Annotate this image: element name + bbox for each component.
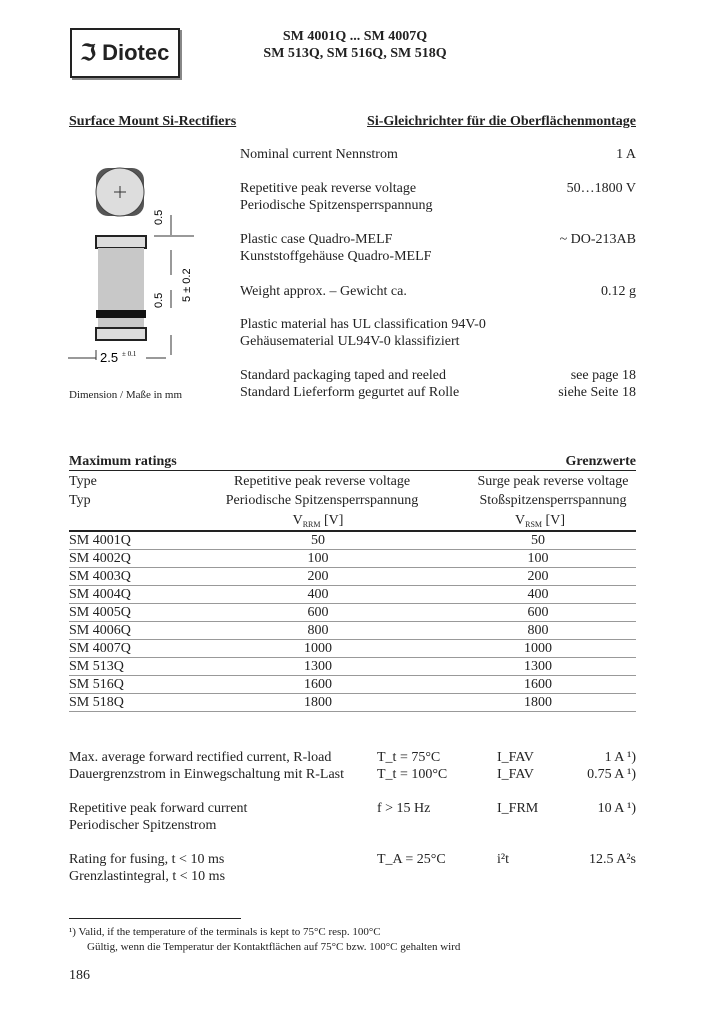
param-condition: T_A = 25°C: [377, 852, 446, 867]
param-label: Rating for fusing, t < 10 ms: [69, 852, 225, 867]
spec-value-de: siehe Seite 18: [558, 385, 636, 400]
table-row-type: SM 516Q: [69, 677, 124, 692]
table-row-vrrm: 50: [311, 533, 325, 548]
param-symbol: I_FAV: [497, 750, 534, 765]
spec-value: 50…1800 V: [566, 181, 636, 196]
ratings-title-de: Grenzwerte: [565, 454, 636, 469]
diotec-logo: ℑ Diotec: [70, 28, 180, 78]
spec-label-de: Periodische Spitzensperrspannung: [240, 198, 433, 213]
param-condition: f > 15 Hz: [377, 801, 431, 816]
param-value: 10 A ¹): [597, 801, 636, 816]
table-row-vrrm: 1000: [304, 641, 332, 656]
col-header: Type: [69, 474, 97, 489]
table-row-type: SM 4002Q: [69, 551, 131, 566]
figure-caption: Dimension / Maße in mm: [69, 389, 183, 401]
param-value: 0.75 A ¹): [587, 767, 636, 782]
spec-label: Plastic case Quadro-MELF: [240, 232, 393, 247]
table-row-vrsm: 200: [527, 569, 549, 584]
param-label-de: Periodischer Spitzenstrom: [69, 818, 217, 833]
param-value: 1 A ¹): [604, 750, 636, 765]
table-row-type: SM 4007Q: [69, 641, 131, 656]
table-row-type: SM 4003Q: [69, 569, 131, 584]
row-divider: [69, 549, 636, 550]
param-label-de: Dauergrenzstrom in Einwegschaltung mit R-Last: [69, 767, 345, 782]
svg-text:2.5: 2.5: [100, 350, 119, 365]
table-row-vrsm: 1000: [524, 641, 552, 656]
param-symbol: i²t: [497, 852, 509, 867]
package-drawing: [66, 160, 206, 370]
svg-text:± 0.1: ± 0.1: [122, 350, 137, 358]
table-row-vrsm: 600: [527, 605, 549, 620]
title-line-1: SM 4001Q ... SM 4007Q: [282, 29, 428, 44]
table-row-vrrm: 400: [307, 587, 329, 602]
spec-value: 0.12 g: [601, 284, 636, 299]
table-row-vrrm: 1600: [304, 677, 332, 692]
table-row-type: SM 4001Q: [69, 533, 131, 548]
col-header-de: Typ: [69, 493, 91, 508]
spec-label: Nominal current Nennstrom: [240, 147, 398, 162]
svg-text:0.5: 0.5: [153, 292, 165, 308]
param-symbol: I_FRM: [497, 801, 539, 816]
col-header: Surge peak reverse voltage: [477, 474, 629, 489]
spec-label-de: Kunststoffgehäuse Quadro-MELF: [240, 249, 432, 264]
spec-label-de: Gehäusematerial UL94V-0 klassifiziert: [240, 334, 460, 349]
footnote-rule: [69, 918, 241, 919]
row-divider: [69, 567, 636, 568]
table-row-vrsm: 50: [531, 533, 545, 548]
table-row-vrrm: 1300: [304, 659, 332, 674]
spec-value: ~ DO-213AB: [559, 232, 636, 247]
param-condition: T_t = 75°C: [377, 750, 441, 765]
table-row-type: SM 4004Q: [69, 587, 131, 602]
col-header: Repetitive peak reverse voltage: [233, 474, 411, 489]
param-label-de: Grenzlastintegral, t < 10 ms: [69, 869, 226, 884]
table-row-vrrm: 1800: [304, 695, 332, 710]
table-row-vrsm: 100: [527, 551, 549, 566]
table-row-type: SM 518Q: [69, 695, 124, 710]
spec-label-de: Standard Lieferform gegurtet auf Rolle: [240, 385, 460, 400]
table-row-vrrm: 100: [307, 551, 329, 566]
title-line-2: SM 513Q, SM 516Q, SM 518Q: [263, 46, 447, 61]
table-row-vrrm: 200: [307, 569, 329, 584]
footnote: ¹) Valid, if the temperature of the terminals is kept to 75°C resp. 100°C: [69, 926, 381, 938]
vrsm-unit: $V_{RSM}$ [V]: [515, 513, 565, 529]
svg-text:5 ± 0.2: 5 ± 0.2: [181, 268, 193, 302]
row-divider: [69, 621, 636, 622]
row-divider: [69, 657, 636, 658]
row-divider: [69, 693, 636, 694]
table-row-vrrm: 600: [307, 605, 329, 620]
table-row-vrsm: 1300: [524, 659, 552, 674]
row-divider: [69, 639, 636, 640]
vrrm-unit: $V_{RRM}$ [V]: [292, 513, 344, 529]
table-row-vrsm: 400: [527, 587, 549, 602]
table-row-vrrm: 800: [307, 623, 329, 638]
spec-value: see page 18: [570, 368, 636, 383]
ratings-title: Maximum ratings: [69, 454, 177, 469]
page-number: 186: [69, 968, 90, 983]
spec-label: Standard packaging taped and reeled: [240, 368, 447, 383]
section-title-de: Si-Gleichrichter für die Oberflächenmontage: [367, 114, 636, 129]
footnote-de: Gültig, wenn die Temperatur der Kontaktflächen auf 75°C bzw. 100°C gehalten wird: [87, 941, 461, 953]
table-row-vrsm: 1600: [524, 677, 552, 692]
param-symbol: I_FAV: [497, 767, 534, 782]
svg-text:0.5: 0.5: [153, 209, 165, 225]
spec-value: 1 A: [616, 147, 636, 162]
table-row-type: SM 513Q: [69, 659, 124, 674]
row-divider: [69, 711, 636, 712]
row-divider: [69, 675, 636, 676]
spec-label: Plastic material has UL classification 94V-0: [240, 317, 486, 332]
spec-label: Weight approx. – Gewicht ca.: [240, 284, 407, 299]
section-title-en: Surface Mount Si-Rectifiers: [69, 114, 237, 129]
col-header-de: Periodische Spitzensperrspannung: [225, 493, 419, 508]
row-divider: [69, 603, 636, 604]
row-divider: [69, 585, 636, 586]
spec-label: Repetitive peak reverse voltage: [240, 181, 417, 196]
table-row-type: SM 4005Q: [69, 605, 131, 620]
col-header-de: Stoßspitzensperrspannung: [479, 493, 627, 508]
param-label: Max. average forward rectified current, R-load: [69, 750, 332, 765]
param-condition: T_t = 100°C: [377, 767, 448, 782]
table-row-type: SM 4006Q: [69, 623, 131, 638]
param-value: 12.5 A²s: [589, 852, 636, 867]
table-row-vrsm: 1800: [524, 695, 552, 710]
param-label: Repetitive peak forward current: [69, 801, 248, 816]
table-row-vrsm: 800: [527, 623, 549, 638]
